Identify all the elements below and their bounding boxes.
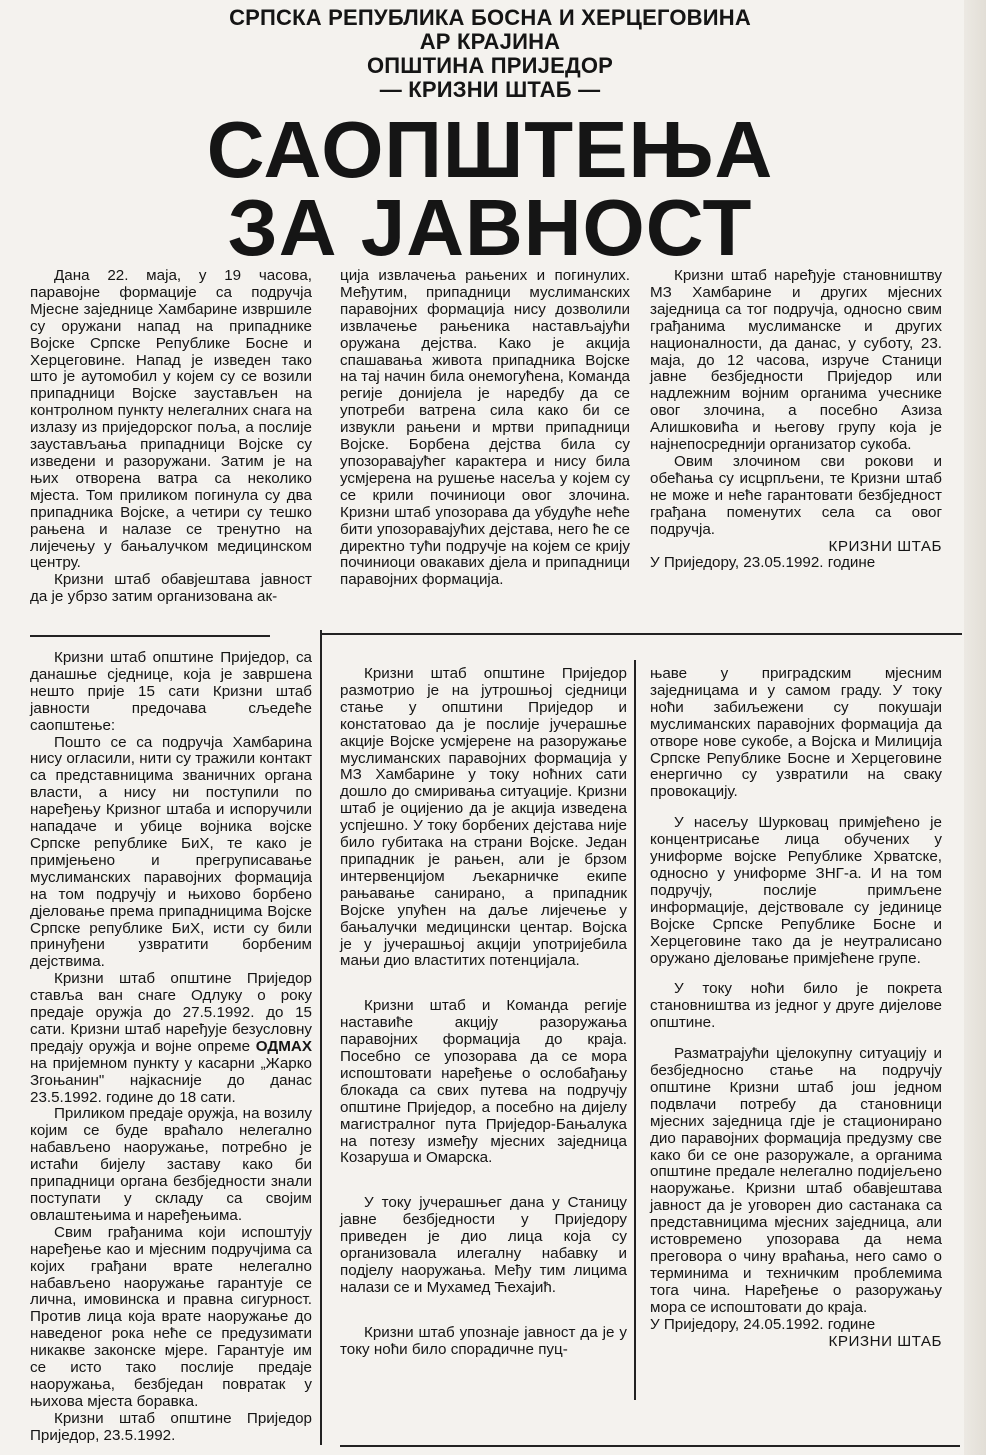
paragraph: У току јучерашњег дана у Станицу јавне безбједности у Приједору приведен је дио лица која су организовала илегалну набавку и подјелу наоружања. Међу тим лицима налази се и Мухамед Ћехајић.	[340, 1194, 627, 1296]
bottom-column-1	[30, 650, 312, 1445]
paragraph: Кризни штаб упознаје јавност да је у току ноћи било спорадичне пуц-	[340, 1323, 627, 1358]
paragraph: Приликом предаје оружја, на возилу којим се буде враћало нелегално набављено наоружање, потребно је истаћи бијелу заставу како би припадници органа безбједности знали поступати у складу са својим овлаштењима и наређењима.	[30, 1105, 312, 1224]
spacer	[340, 970, 627, 998]
paragraph: Кризни штаб општине Приједор, са данашње сједнице, која је завршена нешто прије 15 сати Кризни штаб јавности предочава сљедеће саопштење:	[30, 649, 312, 734]
date-line: У Приједору, 23.05.1992. године	[650, 554, 876, 572]
text-run: Кризни штаб општине Приједор ставља ван снаге Одлуку о року предаје оружја до 27.5.1992. до 15 сати. Кризни штаб наређује безусловну предају оружја и војне опреме	[30, 970, 312, 1055]
masthead	[150, 6, 830, 102]
spacer	[650, 801, 942, 815]
bottom-column-2	[340, 666, 627, 1359]
headline-line-1: САОПШТЕЊА	[206, 105, 774, 194]
header-line-region: АР КРАЈИНА	[419, 29, 561, 54]
header-line-republic: СРПСКА РЕПУБЛИКА БОСНА И ХЕРЦЕГОВИНА	[229, 5, 751, 30]
text-run: на пријемном пункту у касарни „Жарко Згоњанин" најкасније до данас 23.5.1992. године до 18 сати.	[30, 1054, 312, 1106]
headline-line-2: ЗА ЈАВНОСТ	[227, 183, 753, 272]
paragraph: Свим грађанима који испоштују наређење као и мјесним подручјима са којих грађани врате нелегално набављено наоружање гарантује се лична, имовинска и правна сигурност. Против лица која врате наоружање до наведеног рока неће се предузимати никакве законске мјере. Гарантује им се исто тако послије предаје наоружања, безбједан повратак у њихова мјеста боравка.	[30, 1223, 312, 1410]
paragraph: Кризни штаб и Команда регије наставиће акцију разоружања паравојних формација до краја. Посебно се упозорава да се мора испоштовати наређење о ослобађању блокада са свих путева на подручју општине Приједор, а посебно на дијелу магистралног пута Приједор-Бањалука на потезу између мјесних заједница Козаруша и Омарска.	[340, 997, 627, 1167]
paragraph	[30, 971, 312, 1106]
date-line: У Приједору, 24.05.1992. године	[650, 1315, 876, 1333]
column-rule-2	[634, 660, 636, 1400]
spacer	[340, 1167, 627, 1195]
paragraph: Кризни штаб општине Приједор Приједор, 23.5.1992.	[30, 1409, 312, 1444]
paragraph: У насељу Шурковац примјећено је концентрисање лица обучених у униформе војске Републике Хрватске, односно у униформе ЗНГ-а. И на том подручју, послије примљене информације, дејствовале су јединице Војске Српске Републике Босне и Херцеговине тако да је неутралисано оружано дјеловање примјећене групе.	[650, 814, 942, 967]
divider-top-right	[322, 633, 962, 635]
bottom-column-3	[650, 666, 942, 1350]
header-line-municipality: ОПШТИНА ПРИЈЕДОР	[366, 53, 614, 78]
top-column-2	[340, 268, 630, 589]
divider-left	[30, 635, 270, 637]
paragraph: Кризни штаб наређује становништву МЗ Хамбарине и других мјесних заједница са тог подручја, односно свим грађанима муслиманске и других националности, да данас, у суботу, 23. маја, до 12 часова, изруче Станици јавне безбједности Приједор или надлежним војним органима учеснике овог злочина, а посебно Азиза Алишковића и његову групу која је најнепосреднији организатор сукоба.	[650, 267, 942, 454]
emphasis-now: ОДМАХ	[255, 1037, 312, 1055]
paragraph: Пошто се са подручја Хамбарина нису огласили, нити су тражили контакт са представницима званичних органа власти, а нису ни поступили по наређењу Кризног штаба и испоручили нападаче и убице војника војске Српске републике БиХ, те како је примјењено и прегруписавање муслиманских паравојних формација на том подручју и њихово борбено дјеловање према припадницима Војске Српске републике БиХ, исти су били принуђени узвратити борбеним дејствима.	[30, 733, 312, 971]
paragraph: Кризни штаб општине Приједор размотрио је на јутрошњој сједници стање у општини Приједор и констатовао да је послије јучерашње акције Војске усмјерене на разоружање муслиманских паравојних формација у МЗ Хамбарине у току ноћних сати дошло до смиривања ситуације. Кризни штаб је оцијенио да је акција изведена успјешно. У току борбених дејстава није било губитака на страни Војске. Један припадник је рањен, али је брзом интервенцијом љекарничке екипе рањавање санирано, а припадник Војске упућен на даље лијечење у бањалучки медицински центар. Војска је у јучерашњој акцији употријебила мањи дио властитих потенцијала.	[340, 665, 627, 970]
paragraph: њаве у приградским мјесним заједницама и у самом граду. У току ноћи забиљежени су покушаји муслиманских паравојних формација да отворе нове сукобе, а Војска и Милиција Српске Републике Босне и Херцеговине енергично су узвратили на сваку провокацију.	[650, 665, 942, 801]
top-column-3	[650, 268, 942, 572]
top-column-1	[30, 268, 312, 606]
scan-edge	[964, 0, 986, 1455]
header-line-crisis-staff: — КРИЗНИ ШТАБ —	[379, 77, 601, 102]
paragraph: Кризни штаб обавјештава јавност да је убрзо затим организована ак-	[30, 571, 312, 606]
paragraph: Разматрајући цјелокупну ситуацију и безбједносно стање на подручју општине Кризни штаб још једном подвлачи потребу да становници мјесних заједница гдје је стационирано дио паравојних формација предузму све како би се оне разоружале, а органима општине предале нелегално подијељено наоружање. Кризни штаб обавјештава јавност да је уговорен дио састанака са представницима мјесних заједница, али истовремено упозорава да нема преговора о чину враћања, него само о терминима и техничким проблемима тога чина. Наређење о разоружању мора се испоштовати до краја.	[650, 1045, 942, 1316]
column-rule-1	[320, 630, 322, 1445]
paragraph: Дана 22. маја, у 19 часова, паравојне формације са подручја Мјесне заједнице Хамбарине извршиле су оружани напад на припаднике Војске Српске Републике Босне и Херцеговине. Напад је изведен тако што је аутомобил у којем су се возили припадници Војске заустављен на контролном пункту нелегалних снага на излазу из приједорског поља, а послије заустављања припадници Војске су изведени и разоружани. Затим је на њих отворена ватра са неколико мјеста. Том приликом погинула су два припадника Војске, а четири су тешко рањена и налазе се тренутно на лијечењу у бањалучком медицинском центру.	[30, 267, 312, 572]
signature: КРИЗНИ ШТАБ	[828, 1332, 942, 1350]
paragraph: Овим злочином сви рокови и обећања су исцрпљени, те Кризни штаб не може и неће гарантовати безбједност грађана поменутих села са овог подручја.	[650, 452, 942, 538]
divider-bottom	[340, 1445, 960, 1447]
paragraph: У току ноћи било је покрета становништва из једног у друге дијелове општине.	[650, 980, 942, 1032]
spacer	[650, 967, 942, 981]
paragraph: ција извлачења рањених и погинулих. Међутим, припадници муслиманских паравојних формација нису дозволили извлачење рањеника настављајући оружана дејства. Како је акција спашавања живота припадника Војске на тај начин била онемогућена, Команда регије донијела је наредбу да се употреби ватрена сила како би се извукли рањени и мртви припадници Војске. Борбена дејства била су упозоравајућег карактера и нису била усмјерена на рушење насеља у којем су се крили починиоци овог злочина. Кризни штаб упозорава да убудуће неће бити упозоравајућих дејстава, него ће се директно тући подручје на којем се крију починиоци овакавих дјела и припадници паравојних формација.	[340, 267, 630, 589]
signature: КРИЗНИ ШТАБ	[828, 537, 942, 555]
spacer	[650, 1032, 942, 1046]
spacer	[340, 1297, 627, 1325]
